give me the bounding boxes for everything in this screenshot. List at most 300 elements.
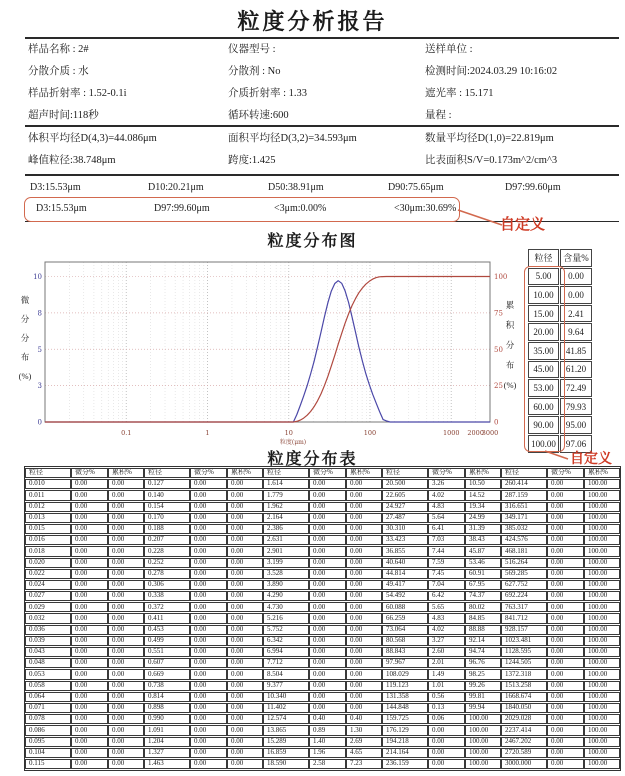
size-cell: 2720.589 bbox=[501, 748, 547, 758]
custom-d-value: D3:15.53μm bbox=[36, 203, 87, 214]
custom-values-highlight-box bbox=[24, 197, 460, 222]
custom-d-value: <30μm:30.69% bbox=[394, 203, 457, 214]
size-cell: 33.423 bbox=[382, 535, 428, 545]
cum-cell: 100.00 bbox=[465, 748, 501, 758]
size-cell: 4.290 bbox=[263, 591, 309, 601]
size-cell: 0.013 bbox=[25, 513, 71, 523]
diff-cell: 4.02 bbox=[428, 490, 465, 500]
cum-cell: 0.00 bbox=[346, 625, 382, 635]
info-item: 超声时间:118秒 bbox=[28, 110, 99, 121]
diff-cell: 0.00 bbox=[71, 602, 108, 612]
left-axis-label: 微 分 分 布 (%) bbox=[18, 295, 32, 381]
diff-cell: 0.00 bbox=[190, 502, 227, 512]
size-cell: 119.123 bbox=[382, 681, 428, 691]
diff-cell: 0.00 bbox=[190, 490, 227, 500]
svg-text:10: 10 bbox=[284, 429, 293, 437]
size-cell: 108.029 bbox=[382, 669, 428, 679]
diff-cell: 0.00 bbox=[547, 502, 584, 512]
cum-cell: 0.00 bbox=[108, 502, 144, 512]
size-cell: 0.140 bbox=[144, 490, 190, 500]
diff-cell: 5.64 bbox=[428, 513, 465, 523]
size-cell: 12.574 bbox=[263, 714, 309, 724]
summary-item: 体积平均径D(4,3)=44.086μm bbox=[28, 133, 157, 144]
cum-cell: 99.94 bbox=[465, 703, 501, 713]
diff-cell: 0.00 bbox=[71, 591, 108, 601]
cum-cell: 45.87 bbox=[465, 546, 501, 556]
size-cell: 176.129 bbox=[382, 725, 428, 735]
size-cell: 0.016 bbox=[25, 535, 71, 545]
diff-cell: 1.01 bbox=[428, 681, 465, 691]
cum-cell: 100.00 bbox=[584, 524, 620, 534]
diff-cell: 0.00 bbox=[71, 737, 108, 747]
cum-cell: 96.76 bbox=[465, 658, 501, 668]
size-cell: 6.994 bbox=[263, 647, 309, 657]
column-header: 粒径 bbox=[25, 468, 71, 478]
size-cell: 236.159 bbox=[382, 759, 428, 769]
cum-cell: 19.34 bbox=[465, 502, 501, 512]
size-cell: 66.259 bbox=[382, 613, 428, 623]
cum-cell: 100.00 bbox=[584, 613, 620, 623]
size-cell: 8.504 bbox=[263, 669, 309, 679]
diff-cell: 0.56 bbox=[428, 692, 465, 702]
cum-cell: 0.00 bbox=[108, 692, 144, 702]
svg-text:1000: 1000 bbox=[442, 429, 460, 437]
column-header: 微分% bbox=[71, 468, 108, 478]
size-cell: 1.204 bbox=[144, 737, 190, 747]
table-cell: 95.00 bbox=[560, 416, 592, 434]
diff-cell: 0.00 bbox=[190, 636, 227, 646]
cum-cell: 0.00 bbox=[108, 490, 144, 500]
size-cell: 10.340 bbox=[263, 692, 309, 702]
cum-cell: 100.00 bbox=[584, 658, 620, 668]
diff-cell: 6.41 bbox=[428, 524, 465, 534]
size-cell: 569.285 bbox=[501, 569, 547, 579]
table-cell: 45.00 bbox=[528, 361, 559, 379]
diff-cell: 0.00 bbox=[309, 524, 346, 534]
table-row bbox=[25, 725, 620, 735]
table-row bbox=[25, 613, 620, 623]
table-row bbox=[25, 513, 620, 523]
diff-cell: 0.00 bbox=[547, 692, 584, 702]
diff-cell: 0.00 bbox=[71, 580, 108, 590]
diff-cell: 7.03 bbox=[428, 535, 465, 545]
cum-cell: 100.00 bbox=[584, 591, 620, 601]
diff-cell: 0.00 bbox=[71, 479, 108, 489]
diff-cell: 0.00 bbox=[71, 759, 108, 769]
diff-cell: 0.00 bbox=[547, 580, 584, 590]
diff-cell: 0.00 bbox=[309, 602, 346, 612]
cum-cell: 0.00 bbox=[346, 669, 382, 679]
size-cell: 80.568 bbox=[382, 636, 428, 646]
size-cell: 9.377 bbox=[263, 681, 309, 691]
diff-cell: 0.00 bbox=[309, 636, 346, 646]
diff-cell: 0.00 bbox=[190, 737, 227, 747]
size-cell: 0.170 bbox=[144, 513, 190, 523]
size-cell: 0.306 bbox=[144, 580, 190, 590]
cum-cell: 0.40 bbox=[346, 714, 382, 724]
column-header: 微分% bbox=[309, 468, 346, 478]
svg-text:50: 50 bbox=[494, 345, 503, 354]
cum-cell: 0.00 bbox=[108, 703, 144, 713]
svg-text:粒度(μm): 粒度(μm) bbox=[279, 439, 307, 446]
table-header-row bbox=[528, 249, 592, 267]
column-header: 粒径 bbox=[144, 468, 190, 478]
size-cell: 627.752 bbox=[501, 580, 547, 590]
diff-cell: 0.00 bbox=[71, 725, 108, 735]
table-cell: 2.41 bbox=[560, 305, 592, 323]
svg-text:2000: 2000 bbox=[467, 429, 484, 437]
column-header: 含量% bbox=[560, 249, 592, 267]
cum-cell: 100.00 bbox=[584, 580, 620, 590]
size-cell: 0.039 bbox=[25, 636, 71, 646]
diff-cell: 0.00 bbox=[71, 535, 108, 545]
summary-item: 跨度:1.425 bbox=[228, 155, 276, 166]
cum-cell: 0.00 bbox=[346, 681, 382, 691]
diff-cell: 0.00 bbox=[71, 513, 108, 523]
right-axis-label: 累 积 分 布 (%) bbox=[503, 300, 517, 390]
info-item: 样品折射率 : 1.52-0.1i bbox=[28, 88, 127, 99]
diff-cell: 0.00 bbox=[547, 725, 584, 735]
column-header: 累积% bbox=[108, 468, 144, 478]
diff-cell: 0.00 bbox=[547, 658, 584, 668]
diff-cell: 0.00 bbox=[71, 692, 108, 702]
size-cell: 763.317 bbox=[501, 602, 547, 612]
size-cell: 0.898 bbox=[144, 703, 190, 713]
cum-cell: 0.00 bbox=[227, 703, 263, 713]
diff-cell: 1.49 bbox=[428, 669, 465, 679]
cum-cell: 0.00 bbox=[108, 737, 144, 747]
diff-cell: 0.00 bbox=[71, 546, 108, 556]
size-cell: 0.252 bbox=[144, 558, 190, 568]
table-row bbox=[25, 692, 620, 702]
cum-cell: 0.00 bbox=[227, 490, 263, 500]
diff-cell: 0.00 bbox=[309, 658, 346, 668]
column-header: 微分% bbox=[190, 468, 227, 478]
size-cell: 1372.318 bbox=[501, 669, 547, 679]
diff-cell: 0.00 bbox=[309, 625, 346, 635]
diff-cell: 0.00 bbox=[190, 714, 227, 724]
cum-cell: 0.00 bbox=[108, 546, 144, 556]
column-header: 微分% bbox=[547, 468, 584, 478]
cum-cell: 100.00 bbox=[584, 681, 620, 691]
size-cell: 424.576 bbox=[501, 535, 547, 545]
cum-cell: 0.00 bbox=[108, 613, 144, 623]
cum-cell: 0.00 bbox=[227, 669, 263, 679]
diff-cell: 2.60 bbox=[428, 647, 465, 657]
size-cell: 385.032 bbox=[501, 524, 547, 534]
table-row bbox=[25, 479, 620, 489]
cum-cell: 0.00 bbox=[227, 479, 263, 489]
cum-cell: 0.00 bbox=[227, 591, 263, 601]
cum-cell: 53.46 bbox=[465, 558, 501, 568]
diff-cell: 0.00 bbox=[71, 703, 108, 713]
size-cell: 0.278 bbox=[144, 569, 190, 579]
size-cell: 0.078 bbox=[25, 714, 71, 724]
cum-cell: 100.00 bbox=[584, 502, 620, 512]
annotation-connector-line bbox=[456, 208, 504, 228]
table-row bbox=[25, 490, 620, 500]
table-cell: 0.00 bbox=[560, 268, 592, 286]
size-cell: 0.018 bbox=[25, 546, 71, 556]
cum-cell: 2.69 bbox=[346, 737, 382, 747]
size-cell: 0.669 bbox=[144, 669, 190, 679]
diff-cell: 0.00 bbox=[547, 681, 584, 691]
size-cell: 40.640 bbox=[382, 558, 428, 568]
diff-cell: 4.02 bbox=[428, 625, 465, 635]
size-cell: 5.216 bbox=[263, 613, 309, 623]
size-cell: 0.154 bbox=[144, 502, 190, 512]
cum-cell: 0.00 bbox=[346, 602, 382, 612]
diff-cell: 0.00 bbox=[71, 636, 108, 646]
table-cell: 79.93 bbox=[560, 398, 592, 416]
diff-cell: 0.00 bbox=[547, 625, 584, 635]
size-cell: 692.224 bbox=[501, 591, 547, 601]
svg-text:8: 8 bbox=[37, 309, 42, 318]
diff-cell: 7.44 bbox=[428, 546, 465, 556]
cum-cell: 100.00 bbox=[584, 703, 620, 713]
cum-cell: 0.00 bbox=[108, 524, 144, 534]
diff-cell: 5.65 bbox=[428, 602, 465, 612]
info-item: 介质折射率 : 1.33 bbox=[228, 88, 308, 99]
diff-cell: 1.96 bbox=[309, 748, 346, 758]
table-header-row bbox=[25, 468, 620, 478]
diff-cell: 1.40 bbox=[309, 737, 346, 747]
diff-cell: 0.00 bbox=[190, 524, 227, 534]
cum-cell: 100.00 bbox=[584, 759, 620, 769]
size-cell: 0.027 bbox=[25, 591, 71, 601]
size-cell: 0.551 bbox=[144, 647, 190, 657]
size-cell: 0.022 bbox=[25, 569, 71, 579]
diff-cell: 0.00 bbox=[309, 692, 346, 702]
size-cell: 0.043 bbox=[25, 647, 71, 657]
size-cell: 3.528 bbox=[263, 569, 309, 579]
size-cell: 0.015 bbox=[25, 524, 71, 534]
table-row bbox=[25, 502, 620, 512]
table-cell: 5.00 bbox=[528, 268, 559, 286]
cum-cell: 0.00 bbox=[227, 580, 263, 590]
diff-cell: 0.00 bbox=[547, 535, 584, 545]
svg-text:1: 1 bbox=[205, 429, 210, 437]
diff-cell: 0.00 bbox=[547, 613, 584, 623]
diff-cell: 0.00 bbox=[190, 602, 227, 612]
cum-cell: 0.00 bbox=[346, 692, 382, 702]
size-cell: 1840.050 bbox=[501, 703, 547, 713]
table-cell: 15.00 bbox=[528, 305, 559, 323]
diff-cell: 0.00 bbox=[309, 681, 346, 691]
diff-cell: 0.00 bbox=[190, 625, 227, 635]
diff-cell: 0.00 bbox=[71, 714, 108, 724]
size-cell: 0.372 bbox=[144, 602, 190, 612]
cum-cell: 100.00 bbox=[584, 725, 620, 735]
cum-cell: 0.00 bbox=[108, 759, 144, 769]
size-cell: 0.127 bbox=[144, 479, 190, 489]
diff-cell: 0.00 bbox=[190, 569, 227, 579]
size-cell: 0.024 bbox=[25, 580, 71, 590]
sample-info-grid bbox=[28, 43, 618, 122]
cum-cell: 0.00 bbox=[108, 681, 144, 691]
report-title: 粒度分析报告 bbox=[237, 9, 388, 34]
d-value: D90:75.65μm bbox=[388, 182, 444, 193]
diff-cell: 0.00 bbox=[547, 479, 584, 489]
diff-cell: 0.00 bbox=[190, 703, 227, 713]
table-row bbox=[25, 748, 620, 758]
info-item: 检测时间:2024.03.29 10:16:02 bbox=[425, 66, 558, 77]
size-cell: 194.218 bbox=[382, 737, 428, 747]
info-item: 送样单位 : bbox=[425, 44, 473, 55]
diff-cell: 0.00 bbox=[547, 546, 584, 556]
custom-column-highlight-box bbox=[524, 266, 565, 452]
cum-cell: 0.00 bbox=[346, 636, 382, 646]
cum-cell: 0.00 bbox=[108, 658, 144, 668]
diff-cell: 0.00 bbox=[71, 490, 108, 500]
diff-cell: 0.00 bbox=[547, 636, 584, 646]
diff-cell: 0.00 bbox=[428, 737, 465, 747]
cum-cell: 0.00 bbox=[108, 725, 144, 735]
size-cell: 131.358 bbox=[382, 692, 428, 702]
diff-cell: 0.00 bbox=[71, 524, 108, 534]
divider bbox=[25, 125, 619, 127]
size-cell: 841.712 bbox=[501, 613, 547, 623]
size-cell: 13.865 bbox=[263, 725, 309, 735]
diff-cell: 0.00 bbox=[309, 490, 346, 500]
diff-cell: 0.00 bbox=[547, 513, 584, 523]
cum-cell: 0.00 bbox=[227, 748, 263, 758]
cum-cell: 100.00 bbox=[584, 490, 620, 500]
diff-cell: 0.00 bbox=[71, 613, 108, 623]
size-cell: 468.181 bbox=[501, 546, 547, 556]
size-cell: 5.752 bbox=[263, 625, 309, 635]
size-cell: 0.071 bbox=[25, 703, 71, 713]
size-cell: 144.848 bbox=[382, 703, 428, 713]
size-cell: 44.814 bbox=[382, 569, 428, 579]
size-cell: 20.500 bbox=[382, 479, 428, 489]
diff-cell: 0.00 bbox=[190, 613, 227, 623]
diff-cell: 0.00 bbox=[428, 748, 465, 758]
svg-text:100: 100 bbox=[494, 273, 508, 282]
cum-cell: 99.81 bbox=[465, 692, 501, 702]
size-cell: 1.091 bbox=[144, 725, 190, 735]
summary-item: 面积平均径D(3,2)=34.593μm bbox=[228, 133, 357, 144]
cum-cell: 0.00 bbox=[346, 580, 382, 590]
cum-cell: 100.00 bbox=[584, 569, 620, 579]
diff-cell: 0.00 bbox=[309, 558, 346, 568]
info-item: 分散剂 : No bbox=[228, 66, 281, 77]
cum-cell: 1.30 bbox=[346, 725, 382, 735]
svg-text:10: 10 bbox=[33, 273, 42, 282]
cum-cell: 0.00 bbox=[108, 569, 144, 579]
table-row bbox=[25, 591, 620, 601]
size-cell: 1023.481 bbox=[501, 636, 547, 646]
diff-cell: 0.00 bbox=[547, 669, 584, 679]
table-row bbox=[25, 647, 620, 657]
diff-cell: 0.00 bbox=[547, 703, 584, 713]
d-value: D10:20.21μm bbox=[148, 182, 204, 193]
diff-cell: 0.00 bbox=[309, 613, 346, 623]
size-cell: 49.417 bbox=[382, 580, 428, 590]
diff-cell: 0.40 bbox=[309, 714, 346, 724]
diff-cell: 0.00 bbox=[190, 692, 227, 702]
diff-cell: 2.01 bbox=[428, 658, 465, 668]
diff-cell: 0.00 bbox=[190, 681, 227, 691]
table-cell: 61.20 bbox=[560, 361, 592, 379]
d-value: D3:15.53μm bbox=[30, 182, 81, 193]
cum-cell: 100.00 bbox=[584, 535, 620, 545]
size-cell: 0.115 bbox=[25, 759, 71, 769]
table-section-title: 粒度分布表 bbox=[267, 451, 358, 468]
cum-cell: 0.00 bbox=[108, 636, 144, 646]
cum-cell: 0.00 bbox=[346, 569, 382, 579]
distribution-table bbox=[25, 467, 620, 770]
diff-cell: 0.00 bbox=[190, 513, 227, 523]
cum-cell: 99.26 bbox=[465, 681, 501, 691]
cum-cell: 0.00 bbox=[346, 502, 382, 512]
diff-cell: 0.00 bbox=[547, 569, 584, 579]
chart-section-title: 粒度分布图 bbox=[267, 233, 358, 250]
column-header: 累积% bbox=[346, 468, 382, 478]
size-cell: 0.228 bbox=[144, 546, 190, 556]
size-cell: 3.199 bbox=[263, 558, 309, 568]
size-cell: 3.890 bbox=[263, 580, 309, 590]
size-cell: 0.064 bbox=[25, 692, 71, 702]
cum-cell: 0.00 bbox=[346, 658, 382, 668]
size-cell: 0.207 bbox=[144, 535, 190, 545]
size-cell: 1244.505 bbox=[501, 658, 547, 668]
diff-cell: 0.00 bbox=[190, 759, 227, 769]
size-cell: 0.012 bbox=[25, 502, 71, 512]
size-cell: 27.487 bbox=[382, 513, 428, 523]
diff-cell: 0.00 bbox=[190, 658, 227, 668]
size-cell: 7.712 bbox=[263, 658, 309, 668]
table-cell: 9.64 bbox=[560, 323, 592, 341]
cum-cell: 74.37 bbox=[465, 591, 501, 601]
table-cell: 35.00 bbox=[528, 342, 559, 360]
diff-cell: 0.00 bbox=[309, 569, 346, 579]
cum-cell: 0.00 bbox=[108, 602, 144, 612]
size-cell: 2.386 bbox=[263, 524, 309, 534]
size-cell: 316.651 bbox=[501, 502, 547, 512]
diff-cell: 3.27 bbox=[428, 636, 465, 646]
diff-cell: 0.00 bbox=[428, 759, 465, 769]
size-cell: 287.159 bbox=[501, 490, 547, 500]
table-row bbox=[25, 636, 620, 646]
cum-cell: 92.14 bbox=[465, 636, 501, 646]
diff-cell: 0.00 bbox=[547, 524, 584, 534]
svg-text:0: 0 bbox=[494, 418, 499, 427]
size-cell: 3000.000 bbox=[501, 759, 547, 769]
cum-cell: 0.00 bbox=[346, 558, 382, 568]
diff-cell: 0.00 bbox=[71, 569, 108, 579]
cum-cell: 98.25 bbox=[465, 669, 501, 679]
column-header: 粒径 bbox=[382, 468, 428, 478]
cum-cell: 0.00 bbox=[108, 591, 144, 601]
cum-cell: 38.43 bbox=[465, 535, 501, 545]
size-cell: 15.289 bbox=[263, 737, 309, 747]
cum-cell: 0.00 bbox=[346, 490, 382, 500]
table-cell: 72.49 bbox=[560, 379, 592, 397]
column-header: 粒径 bbox=[528, 249, 559, 267]
column-header: 累积% bbox=[465, 468, 501, 478]
size-cell: 18.590 bbox=[263, 759, 309, 769]
cum-cell: 0.00 bbox=[227, 759, 263, 769]
cum-cell: 0.00 bbox=[108, 580, 144, 590]
diff-cell: 0.00 bbox=[309, 535, 346, 545]
diff-cell: 4.83 bbox=[428, 613, 465, 623]
table-row bbox=[25, 580, 620, 590]
cum-cell: 0.00 bbox=[108, 625, 144, 635]
size-cell: 0.036 bbox=[25, 625, 71, 635]
cum-cell: 100.00 bbox=[584, 647, 620, 657]
diff-cell: 0.00 bbox=[190, 558, 227, 568]
